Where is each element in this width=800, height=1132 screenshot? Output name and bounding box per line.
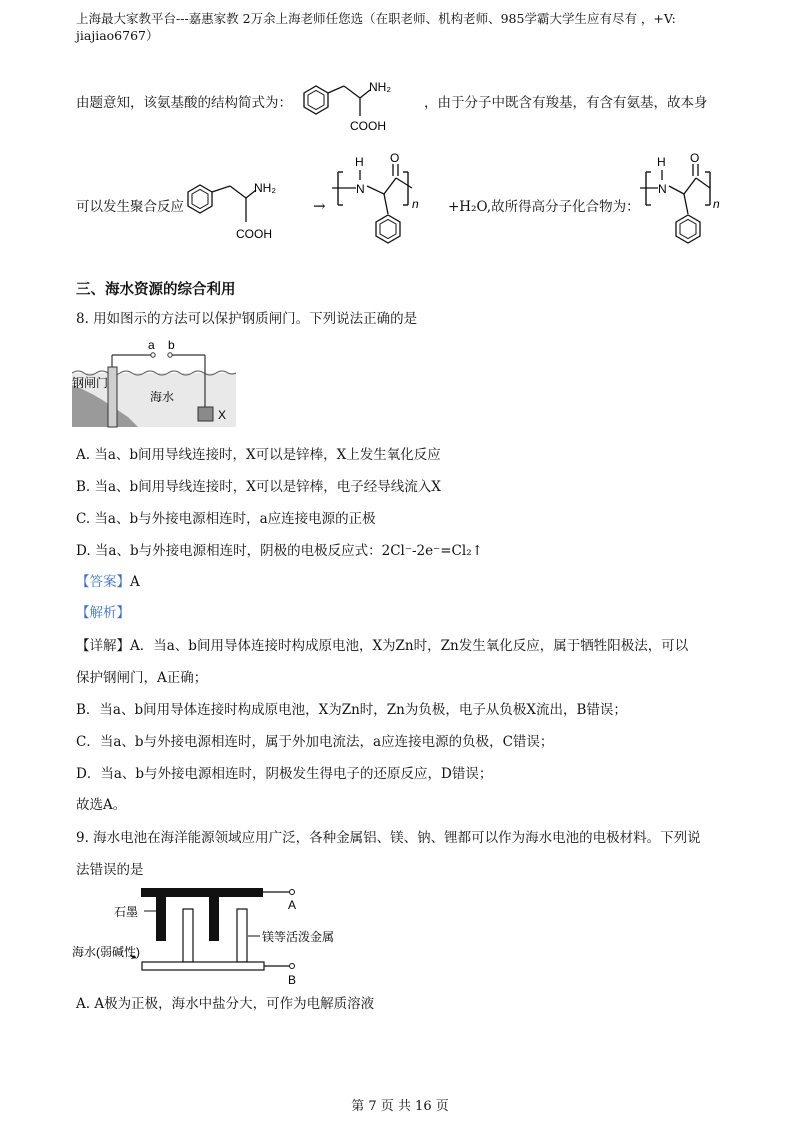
terminal-b: b [168,338,175,352]
q9-option-a: A. A极为正极，海水中盐分大，可作为电解质溶液 [76,996,375,1012]
o-atom-2: O [690,151,700,165]
intro-line-1-suffix: ，由于分子中既含有羧基，有含有氨基，故本身 [424,95,708,111]
n-atom: N [356,182,365,196]
q8-option-b: B. 当a、b间用导线连接时，X可以是锌棒，电子经导线流入X [76,479,441,495]
nh2-label-2: NH₂ [254,181,276,195]
header-line-1: 上海最大家教平台---嘉惠家教 2万余上海老师任您选（在职老师、机构老师、985学霸大学生应有尽有 ，+V: [76,11,676,26]
q8-option-a: A. 当a、b间用导线连接时，X可以是锌棒，X上发生氧化反应 [76,447,441,463]
q9-stem-line-1: 9. 海水电池在海洋能源领域应用广泛，各种金属铝、镁、钠、锂都可以作为海水电池的电极材料。下列说 [76,830,701,846]
repeat-n: n [412,197,419,211]
metal-label: 镁等活泼金属 [262,930,335,944]
q8-answer [76,576,140,590]
electrode-x-label: X [218,408,227,422]
amino-acid-structure [182,172,312,244]
q8-conclusion: 故选A。 [76,797,127,813]
q8-analysis-label: 【解析】 [76,605,130,621]
q8-detail-line-2: 保护钢闸门，A正确； [76,670,208,686]
seawater-label: 海水 [150,390,175,404]
cooh-label: COOH [350,119,386,133]
answer-label: 【答案】 [76,574,130,590]
q8-stem: 8. 用如图示的方法可以保护钢质闸门。下列说法正确的是 [76,311,418,327]
pole-a-label: A [288,898,297,912]
q9-stem-line-2: 法错误的是 [76,862,144,878]
q8-detail-b: B．当a、b间用导体连接时构成原电池，X为Zn时，Zn为负极，电子从负极X流出，B错误； [76,702,627,718]
n-atom-2: N [658,182,667,196]
q8-detail-d: D．当a、b与外接电源相连时，阴极发生得电子的还原反应，D错误； [76,766,493,782]
q8-steel-gate-figure [72,337,242,429]
header-line-2: jiajiao6767） [76,28,159,43]
q8-option-d: D. 当a、b与外接电源相连时，阴极的电极反应式：2Cl⁻-2e⁻=Cl₂↑ [76,543,483,559]
nh2-label: NH₂ [369,80,391,94]
h-atom-2: H [657,155,666,169]
intro-line-2-prefix: 可以发生聚合反应 [76,199,184,215]
page-number: 第 7 页 共 16 页 [351,1099,449,1114]
answer-value: A [130,574,140,590]
o-atom: O [390,151,400,165]
q8-option-c: C. 当a、b与外接电源相连时，a应连接电源的正极 [76,511,376,527]
gate-label: 钢闸门 [72,376,109,390]
seawater-alkaline-label: 海水(弱碱性) [72,945,140,959]
pole-b-label: B [288,973,297,987]
intro-line-1-prefix: 由题意知，该氨基酸的结构简式为： [76,95,292,111]
page-header [76,10,736,44]
h-atom: H [355,155,364,169]
q8-detail-c: C．当a、b与外接电源相连时，属于外加电流法，a应连接电源的负极，C错误； [76,734,554,750]
q8-detail-line-1: 【详解】A．当a、b间用导体连接时构成原电池，X为Zn时，Zn发生氧化反应，属于牺牲阳极法，可以 [76,638,689,654]
reaction-arrow: → [313,197,326,215]
phenylalanine-structure [290,70,420,140]
repeat-n-2: n [713,197,720,211]
section-title: 三、海水资源的综合利用 [76,282,236,298]
polymer-structure-1 [332,150,444,260]
q9-seawater-battery-figure [72,884,352,988]
graphite-label: 石墨 [114,905,139,919]
terminal-a: a [148,338,155,352]
cooh-label-2: COOH [236,227,272,241]
intro-water: +H₂O,故所得高分子化合物为： [448,199,640,215]
polymer-structure-2 [638,150,738,260]
